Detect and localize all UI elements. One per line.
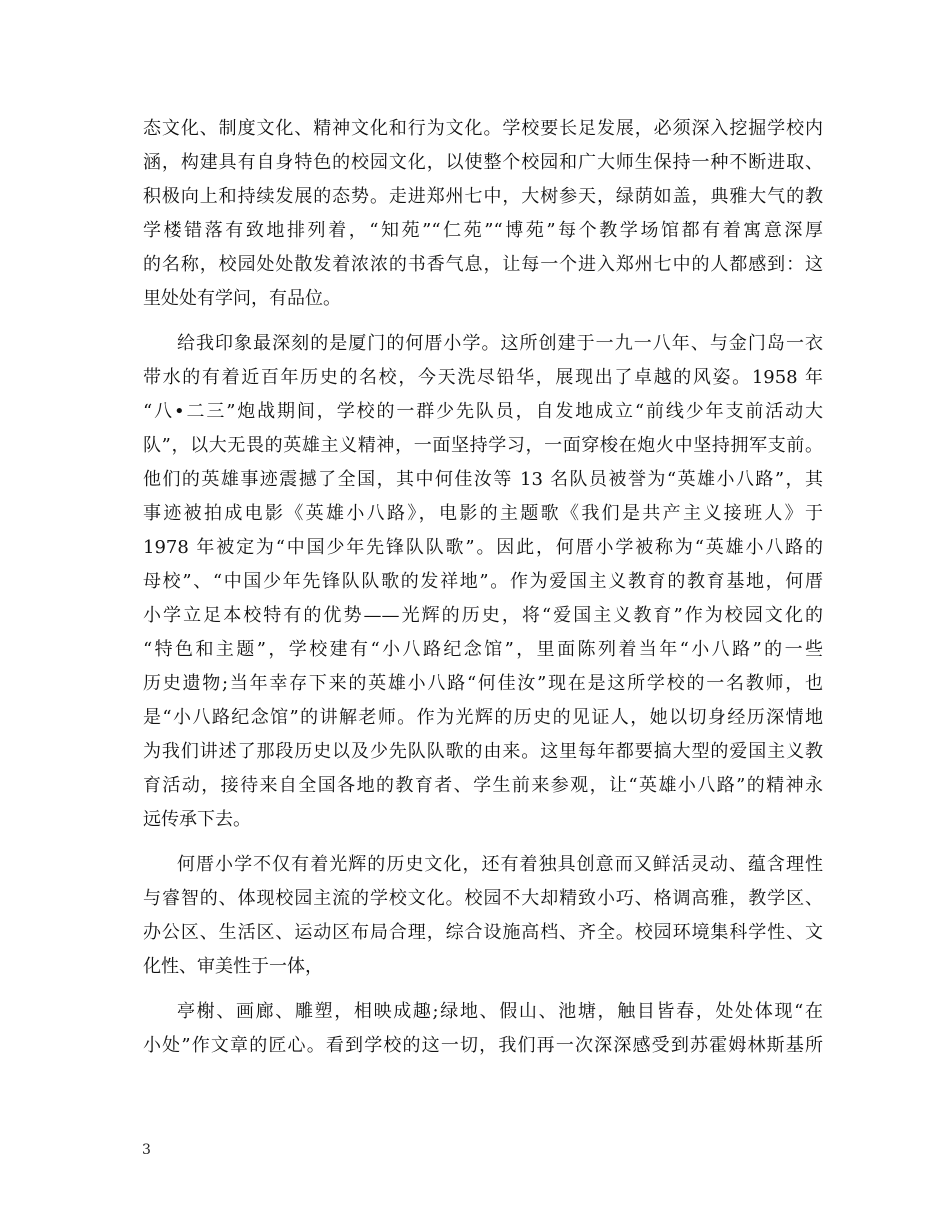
paragraph-1-line-2: 涵，构建具有自身特色的校园文化，以使整个校园和广大师生保持一种不断进取、: [143, 152, 823, 173]
paragraph-2-line-2: 带水的有着近百年历史的名校，今天洗尽铅华，展现出了卓越的风姿。1958 年: [143, 367, 823, 388]
paragraph-1-line-1: 态文化、制度文化、精神文化和行为文化。学校要长足发展，必须深入挖掘学校内: [143, 118, 823, 139]
paragraph-2-line-9: 小学立足本校特有的优势——光辉的历史，将“爱国主义教育”作为校园文化的: [143, 605, 823, 626]
paragraph-2-line-6: 事迹被拍成电影《英雄小八路》，电影的主题歌《我们是共产主义接班人》于: [143, 503, 823, 524]
paragraph-1-line-4: 学楼错落有致地排列着，“知苑”“仁苑”“博苑”每个教学场馆都有着寓意深厚: [143, 220, 823, 241]
paragraph-2-line-4: 队”，以大无畏的英雄主义精神，一面坚持学习，一面穿梭在炮火中坚持拥军支前。: [143, 435, 823, 456]
paragraph-3-line-1: 何厝小学不仅有着光辉的历史文化，还有着独具创意而又鲜活灵动、蕴含理性: [177, 854, 823, 875]
paragraph-2-line-5: 他们的英雄事迹震撼了全国，其中何佳汝等 13 名队员被誉为“英雄小八路”，其: [143, 469, 823, 490]
paragraph-3-line-3: 办公区、生活区、运动区布局合理，综合设施高档、齐全。校园环境集科学性、文: [143, 922, 823, 943]
paragraph-4-line-1: 亭榭、画廊、雕塑，相映成趣;绿地、假山、池塘，触目皆春，处处体现“在: [177, 1001, 823, 1022]
paragraph-2-line-7: 1978 年被定为“中国少年先锋队队歌”。因此，何厝小学被称为“英雄小八路的: [143, 537, 823, 558]
paragraph-1-line-5: 的名称，校园处处散发着浓浓的书香气息，让每一个进入郑州七中的人都感到：这: [143, 254, 823, 275]
paragraph-2-line-14: 育活动，接待来自全国各地的教育者、学生前来参观，让“英雄小八路”的精神永: [143, 775, 823, 796]
paragraph-2-line-13: 为我们讲述了那段历史以及少先队队歌的由来。这里每年都要搞大型的爱国主义教: [143, 741, 823, 762]
paragraph-3-line-4: 化性、审美性于一体，: [143, 956, 323, 977]
paragraph-2-line-8: 母校”、“中国少年先锋队队歌的发祥地”。作为爱国主义教育的教育基地，何厝: [143, 571, 823, 592]
paragraph-2-line-12: 是“小八路纪念馆”的讲解老师。作为光辉的历史的见证人，她以切身经历深情地: [143, 707, 823, 728]
paragraph-1-line-6: 里处处有学问，有品位。: [143, 288, 341, 309]
paragraph-2-line-3: “八•二三”炮战期间，学校的一群少先队员，自发地成立“前线少年支前活动大: [143, 401, 823, 422]
paragraph-3-line-2: 与睿智的、体现校园主流的学校文化。校园不大却精致小巧、格调高雅，教学区、: [143, 888, 823, 909]
paragraph-2-line-1: 给我印象最深刻的是厦门的何厝小学。这所创建于一九一八年、与金门岛一衣: [177, 333, 823, 354]
page-number: 3: [142, 1142, 151, 1158]
paragraph-2-line-10: “特色和主题”，学校建有“小八路纪念馆”，里面陈列着当年“小八路”的一些: [143, 639, 823, 660]
paragraph-2-line-11: 历史遗物;当年幸存下来的英雄小八路“何佳汝”现在是这所学校的一名教师，也: [143, 673, 823, 694]
paragraph-4-line-2: 小处”作文章的匠心。看到学校的这一切，我们再一次深深感受到苏霍姆林斯基所: [143, 1035, 823, 1056]
paragraph-1-line-3: 积极向上和持续发展的态势。走进郑州七中，大树参天，绿荫如盖，典雅大气的教: [143, 186, 823, 207]
paragraph-2-line-15: 远传承下去。: [143, 809, 251, 830]
